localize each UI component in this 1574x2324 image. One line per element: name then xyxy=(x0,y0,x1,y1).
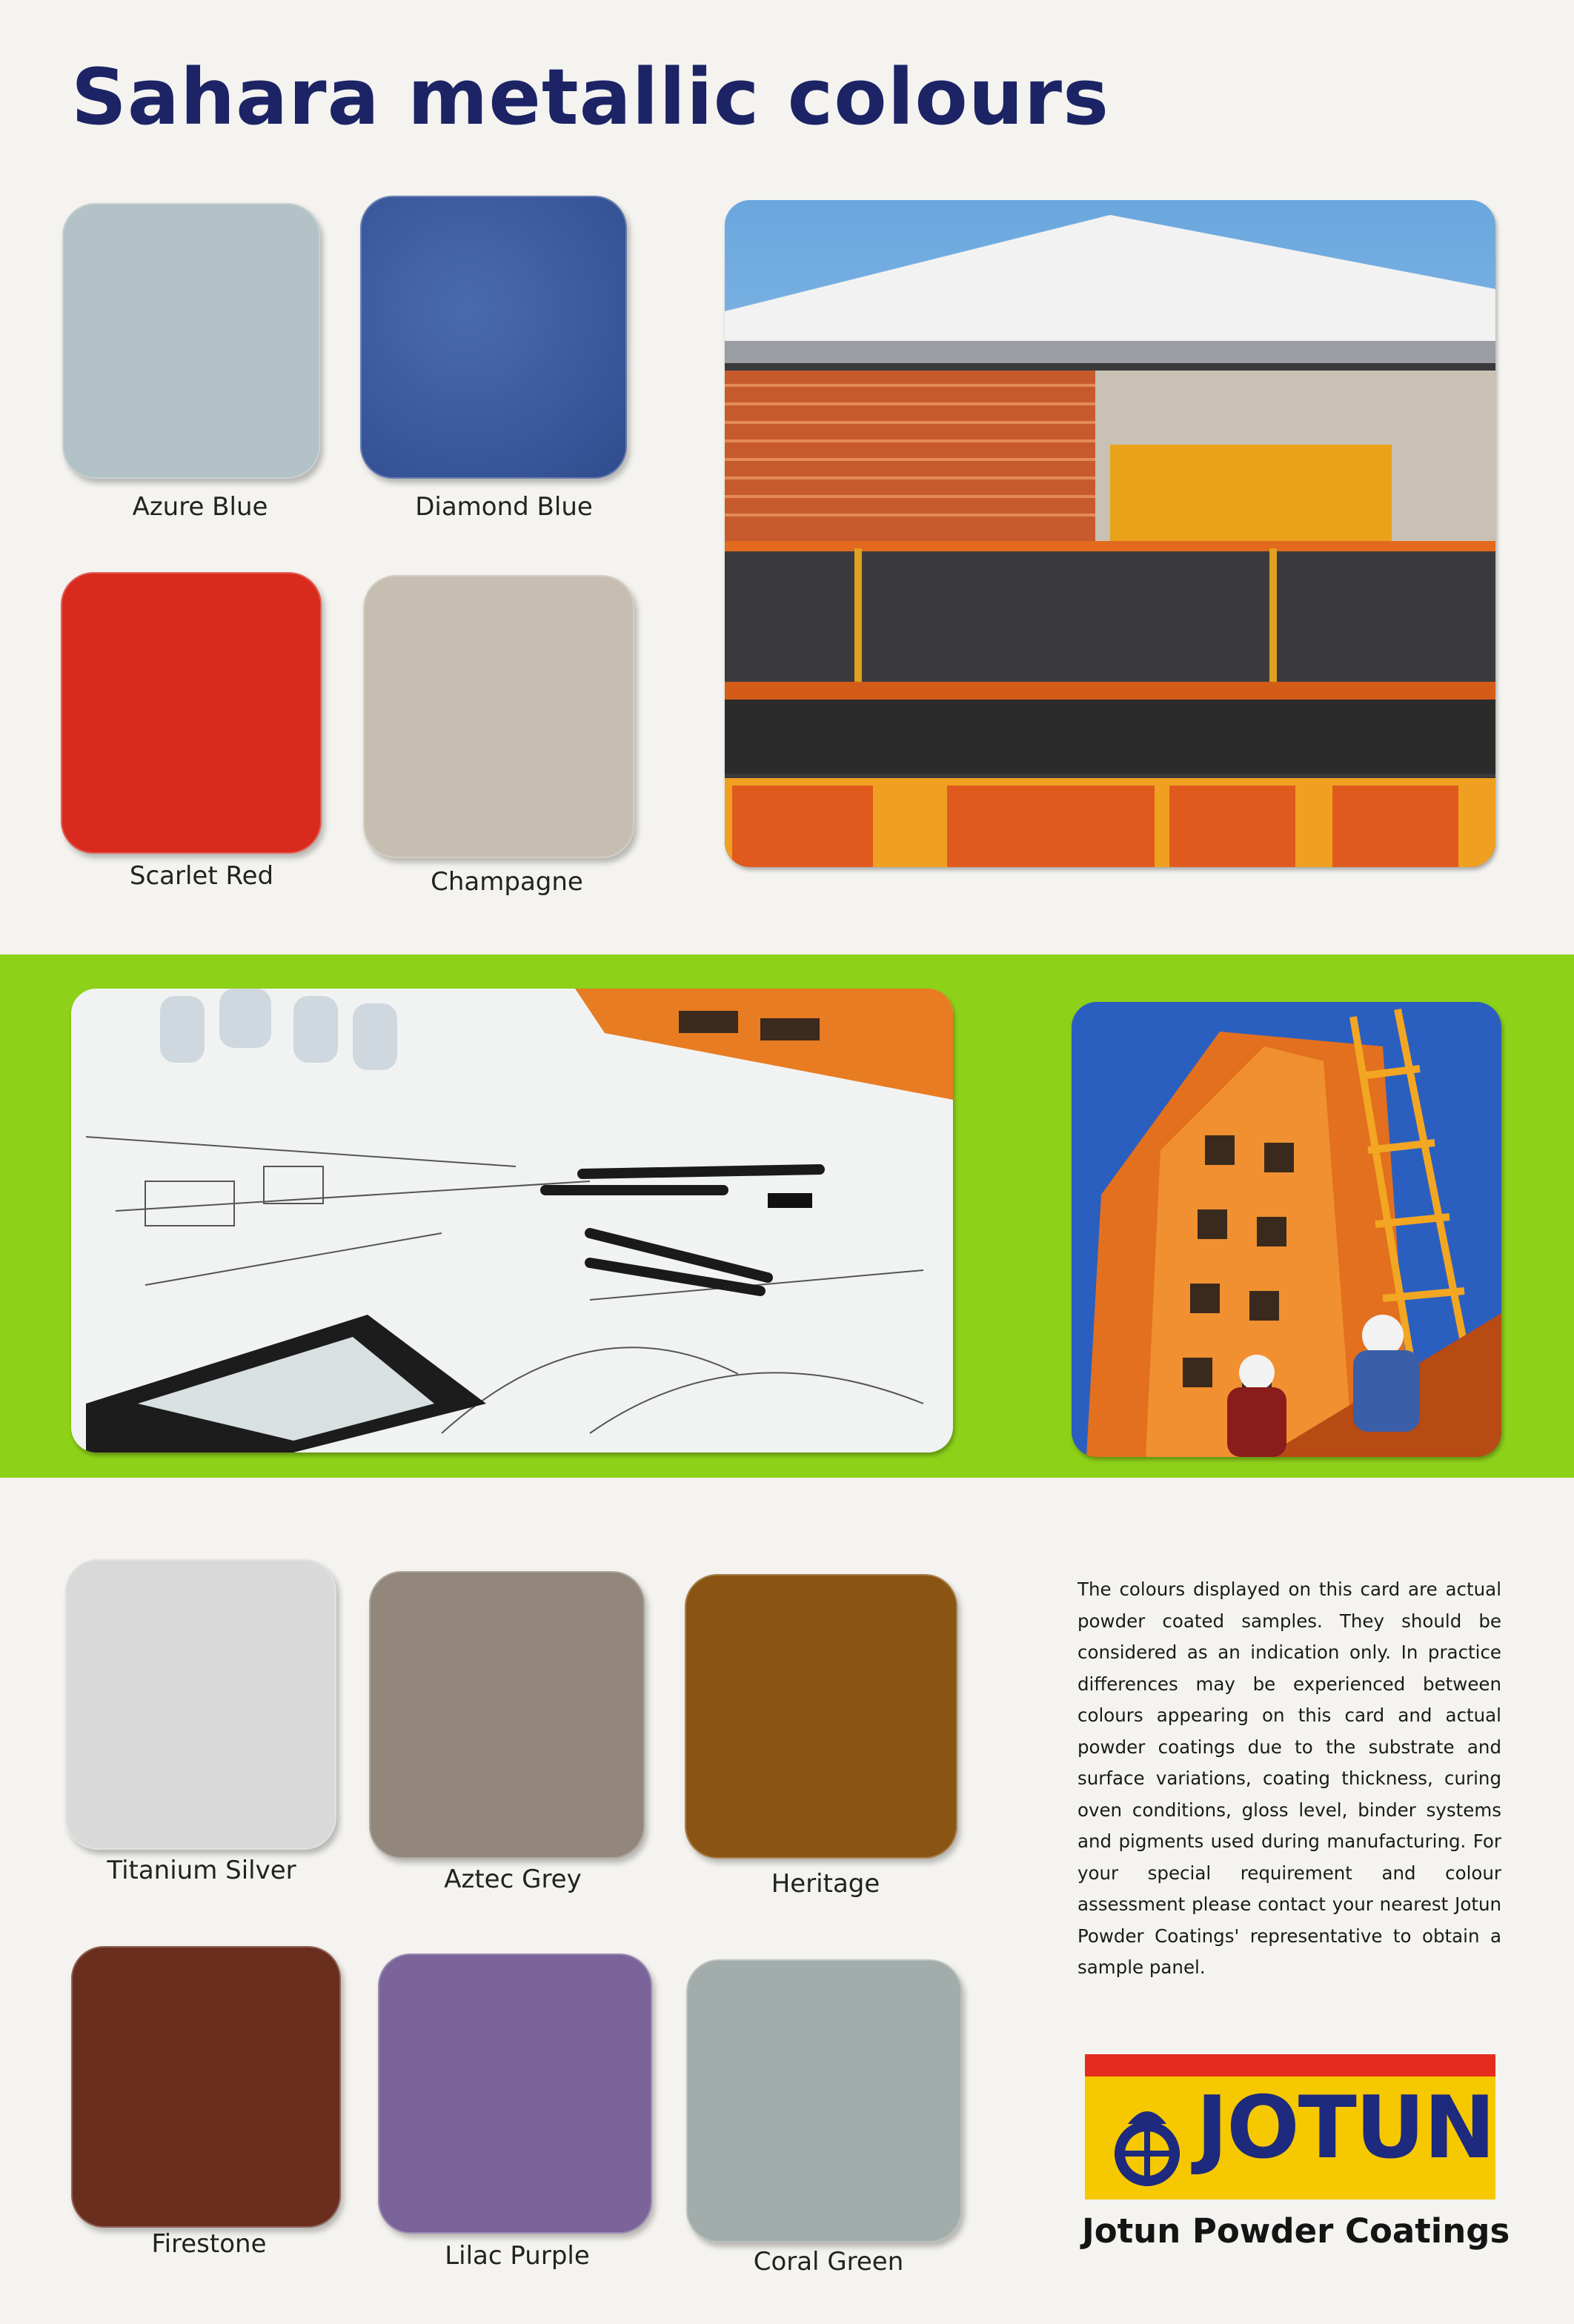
architect-drawing-photo xyxy=(71,989,953,1452)
swatch-firestone xyxy=(71,1946,341,2228)
swatch-label: Azure Blue xyxy=(132,492,268,522)
swatch-heritage xyxy=(685,1574,957,1859)
jotun-logo xyxy=(1085,2054,1495,2200)
swatch-scarlet-red xyxy=(61,572,322,854)
swatch-label: Heritage xyxy=(771,1869,880,1899)
swatch-diamond-blue xyxy=(360,196,627,479)
company-name: Jotun Powder Coatings xyxy=(1082,2211,1510,2251)
swatch-aztec-grey xyxy=(369,1571,645,1859)
construction-tower-photo xyxy=(1072,1002,1501,1457)
swatch-label: Lilac Purple xyxy=(445,2241,590,2271)
swatch-label: Champagne xyxy=(431,867,583,897)
disclaimer-text: The colours displayed on this card are actual powder coated samples. They should be considered as an indication only. In practice differences may be experienced between colours appearing on this card and actual powder coatings due to the substrate and surface variations, coating thickness, curing oven conditions, gloss level, binder systems and pigments used during manufacturing. For your special requirement and colour assessment please contact your nearest Jotun Powder Coatings' representative to obtain a sample panel. xyxy=(1077,1578,1501,1978)
swatch-label: Firestone xyxy=(151,2229,267,2259)
building-balcony-photo xyxy=(725,200,1495,867)
logo-wordmark: JOTUN xyxy=(1196,2078,1495,2178)
swatch-label: Scarlet Red xyxy=(129,861,274,891)
swatch-titanium-silver xyxy=(65,1559,336,1850)
swatch-azure-blue xyxy=(62,203,320,479)
jotun-whale-icon xyxy=(1098,2094,1190,2191)
swatch-label: Titanium Silver xyxy=(107,1856,296,1885)
swatch-label: Diamond Blue xyxy=(415,492,593,522)
swatch-label: Coral Green xyxy=(753,2247,904,2277)
swatch-coral-green xyxy=(686,1959,962,2242)
page-title: Sahara metallic colours xyxy=(71,52,1109,142)
logo-red-stripe xyxy=(1085,2054,1495,2076)
swatch-label: Aztec Grey xyxy=(444,1865,582,1894)
swatch-lilac-purple xyxy=(378,1953,652,2234)
swatch-champagne xyxy=(363,575,634,858)
